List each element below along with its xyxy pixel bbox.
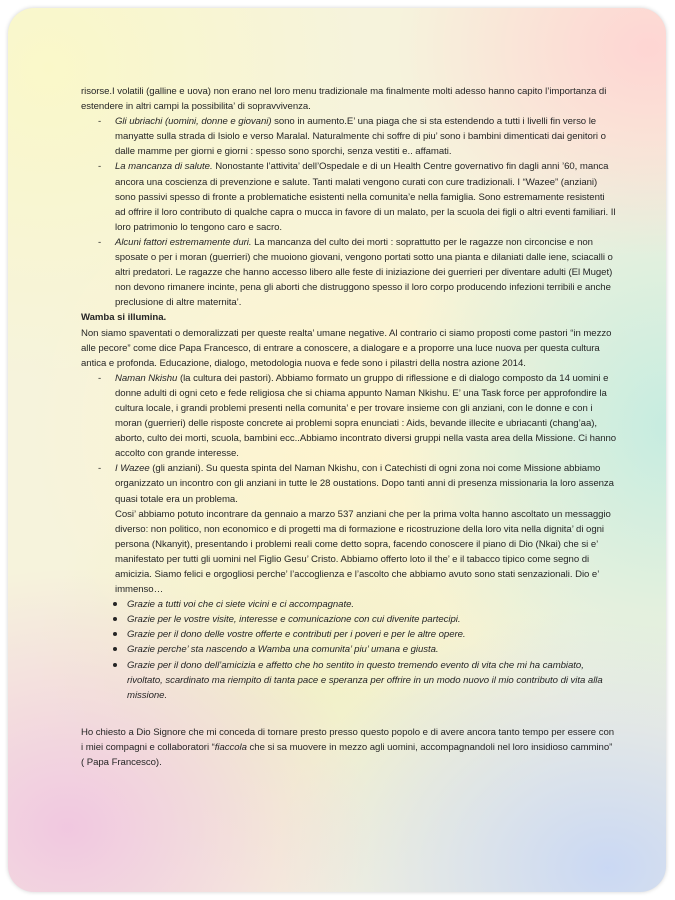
thanks-item: Grazie per le vostre visite, interesse e comunicazione con cui divenite partecipi. (81, 612, 617, 627)
document-body (81, 84, 617, 770)
spacer (81, 703, 617, 725)
item-title: Alcuni fattori estremamente duri. (115, 236, 252, 248)
section-heading: Wamba si illumina. (81, 312, 167, 324)
list-item (81, 114, 617, 159)
list-item (81, 159, 617, 234)
item-title: La mancanza di salute. (115, 161, 213, 173)
wazee-continued: Cosi’ abbiamo potuto incontrare da gennaio a marzo 537 anziani che per la prima volta hanno ascoltato un messaggio diverso: non politico, non economico e di progetti ma di formazione e ricostruzione della loro vita nella dignita’ di ogni persona (Nkanyit), presentando i problemi reali come detto sopra, facendo conoscere il piano di Dio (Nkai) che si e’ manifestato per tutti gli uomini nel Figlio Gesu’ Cristo. Abbiamo offerto loto il the’ e il tabacco tipico come segno di amicizia. Siamo felici e orgogliosi perche’ l’accoglienza e l’ascolto che abbiamo avuto sono stati senzazionali. Dio e’ immenso… (115, 508, 611, 596)
item-title: I Wazee (115, 463, 150, 475)
item-text: (la cultura dei pastori). Abbiamo formato un gruppo di riflessione e di dialogo composto da 14 uomini e donne adulti di ogni ceto e fede religiosa che si chiama appunto Naman Nkishu. E’ una Task force per approfondire la cultura locale, i grandi problemi presenti nella comunita’ e per trovare insieme con gli anziani, con le donne e con i moran (guerrieri) delle risposte concrete ai problemi sopra enunciati : Aids, bevande illecite e ubriacanti (chang’aa), aborto, culto dei morti, scuola, bambini ecc..Abbiamo incontrato diversi gruppi nella vasta area della Missione. Ci hanno accolto con grande interesse. (115, 372, 617, 460)
closing-text-a: Ho chiesto a Dio Signore che mi conceda di tornare presto presso questo popolo e di avere ancora tanto tempo per essere con i miei compagni e collaboratori “ (81, 726, 615, 753)
thanks-item: Grazie perche’ sta nascendo a Wamba una comunita’ piu’ umana e giusta. (81, 642, 617, 657)
closing-paragraph (81, 725, 617, 770)
actions-list (81, 371, 617, 507)
item-text: Nonostante l’attivita’ dell’Ospedale e di un Health Centre governativo fin dagli anni ’60, manca ancora una coscienza di prevenzione e salute. Tanti malati vengono curati con cure tradizionali. I “Wazee” (anziani) sono passivi spesso di fronte a problematiche esistenti nella comunita’e nella famiglia. Sono estremamente resistenti ad offrire il loro contributo di qualche capra o mucca in favore di un malato, per la scuola dei figli o altri eventi familiari. Il loro patrimonio lo tengono caro e sacro. (115, 161, 616, 233)
item-title: Gli ubriachi (uomini, donne e giovani) (115, 116, 272, 128)
document-page (8, 8, 666, 892)
thanks-list (81, 597, 617, 703)
item-text: sono in aumento.E’ una piaga che si sta estendendo a tutti i livelli fin verso le manyatte sulla strada di Isiolo e verso Maralal. Naturalmente chi soffre di piu’ sono i bambini dimenticati dai genitori o dalle mamme per giorni e giorni : spesso sono sporchi, senza vestiti e.. affamati. (115, 116, 606, 158)
intro-paragraph: risorse.I volatili (galline e uova) non erano nel loro menu tradizionale ma finalmente molti adesso hanno capito l’importanza di estendere in altri campi la possibilita’ di sopravvivenza. (81, 86, 607, 113)
item-text: (gli anziani). Su questa spinta del Naman Nkishu, con i Catechisti di ogni zona noi come Missione abbiamo organizzato un incontro con gli anziani in tutte le 28 oustations. Dopo tanti anni di presenza missionaria la loro assenza quasi totale era un problema. (115, 463, 614, 505)
closing-italic: fiaccola (214, 741, 247, 753)
closing-text-b: che si sa muovere in mezzo agli uomini, accompagnandoli nel loro insidioso cammino” ( Papa Francesco). (81, 741, 613, 769)
item-title: Naman Nkishu (115, 372, 178, 384)
item-text: La mancanza del culto dei morti : soprattutto per le ragazze non circoncise e non sposate o per i moran (guerrieri) che muoiono giovani, vengono portati sotto una pianta e dilaniati dalle iene, sciacalli o altri predatori. Le ragazze che hanno accesso libero alle feste di iniziazione dei guerrieri per diventare adulti (El Muget) non devono rimanere incinte, pena gli aborti che distruggono spesso il loro corpo producendo infezioni terribili e anche preclusione di altre maternita’. (115, 236, 613, 309)
list-item (81, 461, 617, 506)
problems-list (81, 114, 617, 310)
thanks-item: Grazie a tutti voi che ci siete vicini e ci accompagnate. (81, 597, 617, 612)
thanks-item: Grazie per il dono dell’amicizia e affetto che ho sentito in questo tremendo evento di vita che mi ha cambiato, rivoltato, scardinato ma riempito di tanta pace e speranza per offrire in un modo nuovo il mio contributo di vita alla missione. (81, 658, 617, 703)
section-intro: Non siamo spaventati o demoralizzati per queste realta’ umane negative. Al contrario ci siamo proposti come pastori “in mezzo alle pecore” come dice Papa Francesco, di entrare a conoscere, a dialogare e a proporre una luce nuova per questa cultura antica e profonda. Educazione, dialogo, metodologia nuova e fede sono i pilastri della nostra azione 2014. (81, 327, 612, 369)
thanks-item: Grazie per il dono delle vostre offerte e contributi per i poveri e per le altre opere. (81, 627, 617, 642)
list-item (81, 235, 617, 310)
list-item (81, 371, 617, 462)
